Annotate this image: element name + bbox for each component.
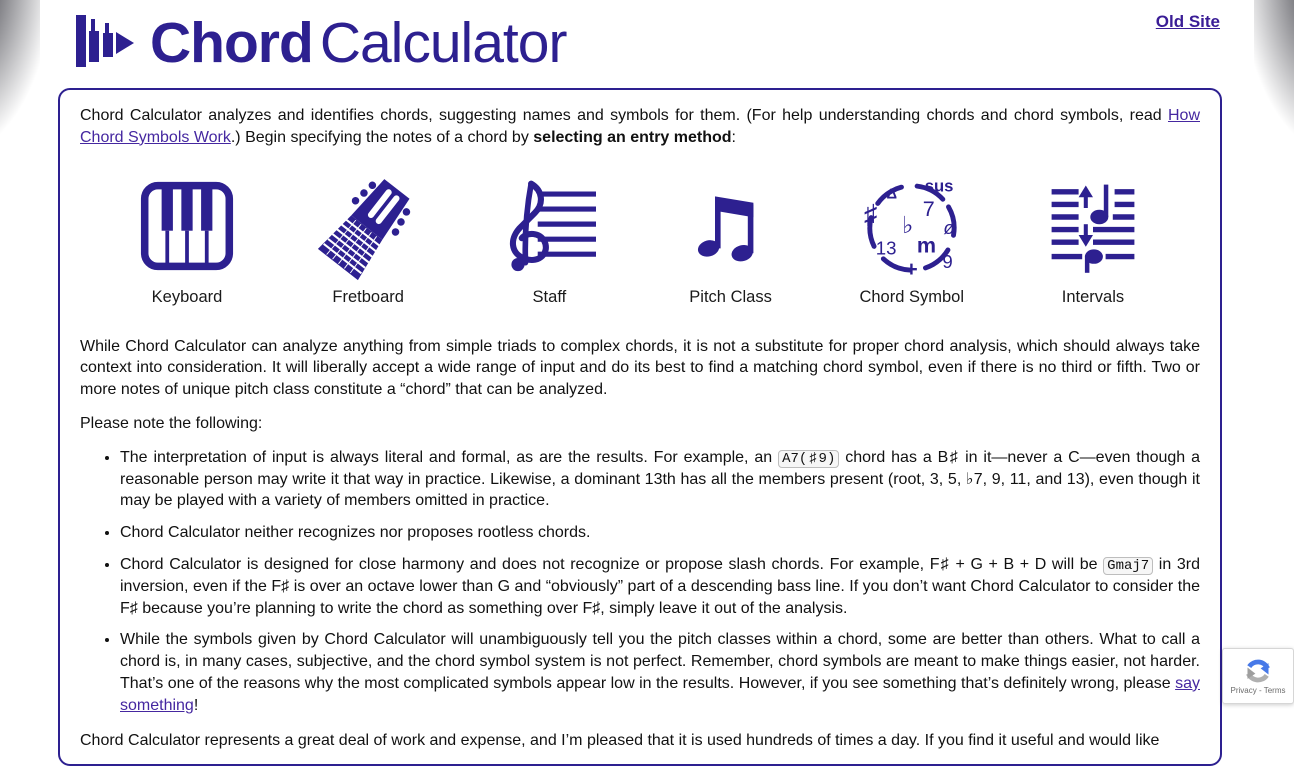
glyph-minor: m bbox=[916, 231, 936, 257]
note-intro: Please note the following: bbox=[80, 414, 263, 432]
site-logo bbox=[74, 10, 567, 75]
entry-method-label: Chord Symbol bbox=[859, 287, 965, 306]
intro-bold-text: selecting an entry method bbox=[533, 128, 732, 146]
entry-method-label: Staff bbox=[532, 287, 567, 306]
intro-text-3: : bbox=[731, 128, 736, 146]
intro-text-1: Chord Calculator analyzes and identifies chords, suggesting names and symbols for them. (For help understanding chords and chord symbols, read bbox=[80, 107, 1168, 124]
staff-treble-clef-icon bbox=[499, 177, 599, 275]
site-header bbox=[0, 0, 1280, 88]
note-item-symbol-quality bbox=[120, 629, 1200, 716]
analysis-paragraph: While Chord Calculator can analyze anything from simple triads to complex chords, it is not a substitute for proper chord analysis, which should always take context into consideration. It will liberally accept a wide range of input and do its best to find a matching chord symbol, even if there is no third or fifth. Two or more notes of unique pitch class constitute a “chord” that can be analyzed. bbox=[80, 337, 1200, 398]
recaptcha-icon bbox=[1244, 657, 1272, 685]
note-text: While the symbols given by Chord Calculator will unambiguously tell you the pitch classes within a chord, some are better than others. What to call a chord is, in many cases, subjective, and the chord symbol system is not perfect. Remember, chord symbols are meant to make things easier, not harder. That’s one of the reasons why the most complicated symbols appear low in the results. However, if you see something that’s definitely wrong, please bbox=[120, 631, 1200, 692]
glyph-aug: + bbox=[904, 255, 918, 281]
keyboard-icon bbox=[140, 177, 234, 275]
entry-method-label: Intervals bbox=[1061, 287, 1125, 306]
intervals-icon bbox=[1048, 177, 1138, 275]
note-item-rootless bbox=[120, 522, 1200, 544]
chord-code-gmaj7: Gmaj7 bbox=[1103, 557, 1153, 575]
note-item-literal-input bbox=[120, 447, 1200, 513]
entry-method-keyboard[interactable] bbox=[98, 177, 276, 307]
entry-method-staff[interactable] bbox=[460, 177, 638, 307]
entry-methods-row bbox=[80, 153, 1200, 309]
intro-text-2: .) Begin specifying the notes of a chord by bbox=[230, 128, 534, 146]
entry-method-intervals[interactable] bbox=[1004, 177, 1182, 307]
how-chord-symbols-work-link[interactable]: How Chord Symbols Work bbox=[80, 107, 1200, 146]
note-text: The interpretation of input is always literal and formal, as are the results. For example, an bbox=[120, 448, 779, 466]
glyph-triangle: Δ bbox=[886, 186, 897, 203]
note-text: chord has a B♯ in it—never a C—even though a reasonable person may write it that way in practice. Likewise, a dominant 13th has all the members present (root, 3, 5, ♭7, 9, 11, and 13), even though it may be played with a variety of members omitted in practice. bbox=[120, 448, 1200, 510]
glyph-sus: sus bbox=[924, 176, 954, 196]
chord-code-a7sharp9: A7(♯9) bbox=[778, 450, 839, 468]
entry-method-pitch-class[interactable] bbox=[642, 177, 820, 307]
glyph-half-dim: ø bbox=[943, 216, 955, 238]
note-item-slash-chords bbox=[120, 554, 1200, 620]
closing-paragraph: Chord Calculator represents a great deal of work and expense, and I’m pleased that it is used hundreds of times a day. If you find it useful and would like bbox=[80, 732, 1160, 750]
intro-paragraph bbox=[80, 105, 1200, 149]
glyph-thirteen: 13 bbox=[875, 236, 897, 258]
note-text: Chord Calculator is designed for close harmony and does not recognize or propose slash chords. For example, F♯ + G + B + D will be bbox=[120, 555, 1104, 573]
glyph-flat: ♭ bbox=[901, 211, 914, 238]
glyph-sharp: ♯ bbox=[863, 198, 877, 229]
fretboard-icon bbox=[321, 177, 415, 275]
site-title bbox=[150, 10, 567, 75]
entry-method-label: Keyboard bbox=[151, 287, 223, 306]
note-text: Chord Calculator neither recognizes nor proposes rootless chords. bbox=[120, 524, 591, 542]
glyph-nine: 9 bbox=[942, 250, 953, 272]
chord-symbol-circle-icon bbox=[863, 176, 961, 281]
entry-method-label: Fretboard bbox=[332, 287, 404, 306]
say-something-link[interactable]: say something bbox=[120, 674, 1200, 714]
site-title-bold: Chord bbox=[150, 10, 313, 75]
old-site-link[interactable]: Old Site bbox=[1155, 12, 1220, 31]
site-title-light: Calculator bbox=[319, 10, 567, 75]
entry-method-fretboard[interactable] bbox=[279, 177, 457, 307]
recaptcha-badge[interactable] bbox=[1222, 648, 1294, 704]
recaptcha-privacy-terms: Privacy - Terms bbox=[1230, 686, 1286, 695]
note-text: ! bbox=[193, 696, 199, 714]
main-content-box bbox=[58, 88, 1222, 766]
notes-list bbox=[102, 447, 1200, 717]
music-notes-icon bbox=[691, 177, 771, 275]
entry-method-label: Pitch Class bbox=[689, 287, 772, 306]
piano-play-icon bbox=[74, 12, 138, 72]
entry-method-chord-symbol[interactable] bbox=[823, 177, 1001, 307]
glyph-seven: 7 bbox=[922, 195, 935, 221]
note-text: in 3rd inversion, even if the F♯ is over an octave lower than G and “obviously” part of a descending bass line. If you don’t want Chord Calculator to consider the F♯ because you’re planning to write the chord as something over F♯, simply leave it out of the analysis. bbox=[120, 555, 1201, 617]
